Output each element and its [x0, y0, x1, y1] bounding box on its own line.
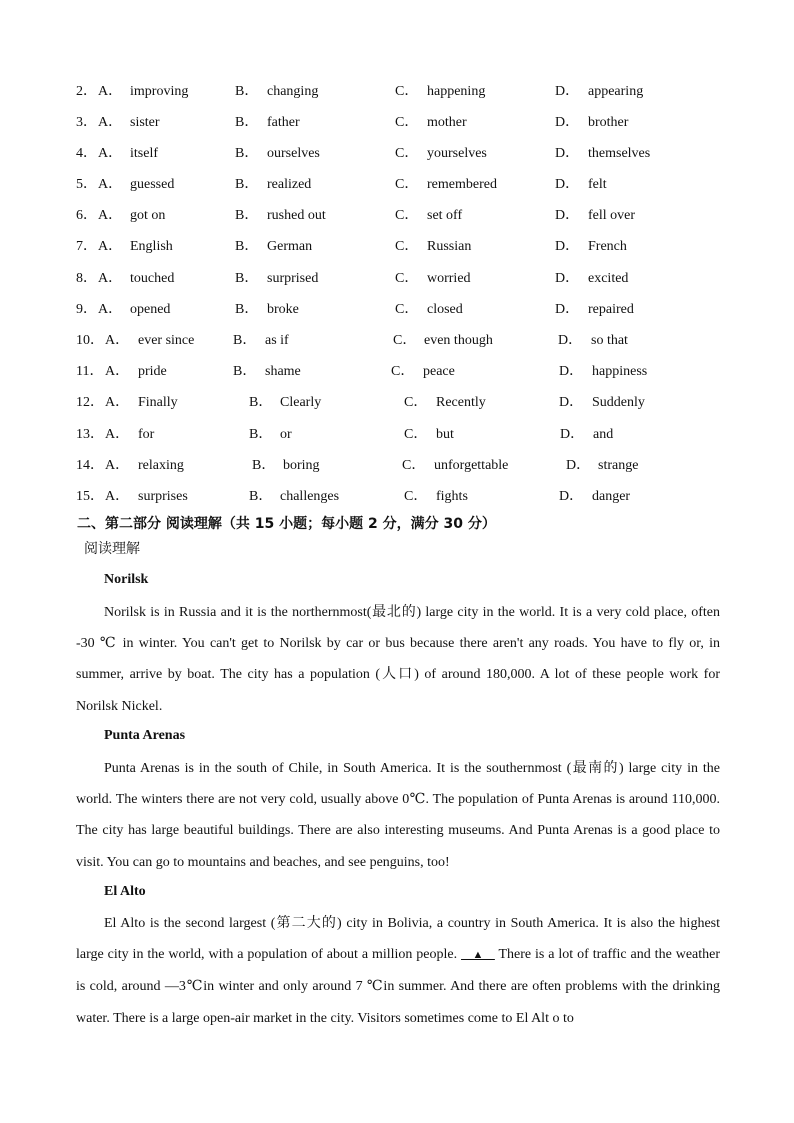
- question-row: [0, 300, 794, 320]
- option-b-letter: B．: [235, 177, 259, 192]
- question-row: [0, 362, 794, 382]
- option-b-text: German: [267, 239, 313, 254]
- question-row: [0, 113, 794, 133]
- option-c-letter: C．: [395, 302, 419, 317]
- option-d-text: danger: [592, 489, 631, 504]
- option-b-letter: B．: [235, 302, 259, 317]
- question-number: 3．: [76, 115, 97, 130]
- question-number: 14．: [76, 458, 104, 473]
- option-a-text: relaxing: [138, 458, 184, 473]
- question-number: 2．: [76, 84, 97, 99]
- option-b-letter: B．: [249, 395, 273, 410]
- option-a-text: got on: [130, 208, 166, 223]
- option-c-letter: C．: [395, 146, 419, 161]
- option-c-letter: C．: [395, 177, 419, 192]
- option-a-letter: A．: [105, 333, 130, 348]
- option-b-letter: B．: [235, 271, 259, 286]
- question-number: 7．: [76, 239, 97, 254]
- passage-title-punta-arenas: Punta Arenas: [104, 728, 186, 743]
- option-b-text: shame: [265, 364, 301, 379]
- question-row: [0, 206, 794, 226]
- option-a-text: opened: [130, 302, 171, 317]
- question-row: [0, 456, 794, 476]
- option-d-text: brother: [588, 115, 629, 130]
- option-b-text: realized: [267, 177, 312, 192]
- option-b-text: changing: [267, 84, 319, 99]
- option-d-letter: D．: [559, 489, 584, 504]
- question-number: 10．: [76, 333, 104, 348]
- question-number: 12．: [76, 395, 104, 410]
- question-row: [0, 144, 794, 164]
- option-c-letter: C．: [402, 458, 426, 473]
- question-number: 6．: [76, 208, 97, 223]
- option-c-letter: C．: [395, 239, 419, 254]
- option-c-text: closed: [427, 302, 463, 317]
- option-a-letter: A．: [98, 239, 123, 254]
- option-d-letter: D．: [555, 208, 580, 223]
- option-c-letter: C．: [395, 271, 419, 286]
- option-c-letter: C．: [395, 208, 419, 223]
- passage-title-el-alto: El Alto: [104, 884, 146, 899]
- option-c-letter: C．: [391, 364, 415, 379]
- option-d-text: Suddenly: [592, 395, 645, 410]
- option-d-letter: D．: [555, 84, 580, 99]
- question-row: [0, 331, 794, 351]
- option-a-text: guessed: [130, 177, 175, 192]
- option-a-text: Finally: [138, 395, 178, 410]
- option-a-text: improving: [130, 84, 189, 99]
- option-a-text: for: [138, 427, 155, 442]
- option-d-letter: D．: [555, 115, 580, 130]
- option-d-letter: D．: [559, 364, 584, 379]
- option-a-letter: A．: [98, 208, 123, 223]
- option-d-letter: D．: [559, 395, 584, 410]
- option-b-text: broke: [267, 302, 299, 317]
- option-a-letter: A．: [105, 364, 130, 379]
- option-d-text: repaired: [588, 302, 634, 317]
- option-d-letter: D．: [566, 458, 591, 473]
- blank-marker: __▲__: [461, 949, 495, 962]
- option-a-letter: A．: [105, 458, 130, 473]
- option-b-text: Clearly: [280, 395, 322, 410]
- option-b-text: rushed out: [267, 208, 326, 223]
- option-c-text: Russian: [427, 239, 472, 254]
- option-c-text: happening: [427, 84, 486, 99]
- option-a-text: surprises: [138, 489, 188, 504]
- option-c-text: unforgettable: [434, 458, 509, 473]
- option-b-letter: B．: [249, 427, 273, 442]
- question-row: [0, 175, 794, 195]
- option-c-letter: C．: [395, 84, 419, 99]
- option-d-letter: D．: [555, 146, 580, 161]
- option-a-letter: A．: [98, 271, 123, 286]
- option-c-letter: C．: [404, 395, 428, 410]
- option-a-letter: A．: [98, 115, 123, 130]
- option-a-letter: A．: [98, 302, 123, 317]
- option-a-text: English: [130, 239, 173, 254]
- option-d-letter: D．: [555, 271, 580, 286]
- option-a-text: touched: [130, 271, 175, 286]
- option-c-text: yourselves: [427, 146, 487, 161]
- option-c-letter: C．: [404, 489, 428, 504]
- option-c-text: Recently: [436, 395, 486, 410]
- option-d-text: so that: [591, 333, 628, 348]
- option-d-text: themselves: [588, 146, 651, 161]
- question-number: 8．: [76, 271, 97, 286]
- option-d-text: happiness: [592, 364, 648, 379]
- option-c-text: worried: [427, 271, 471, 286]
- option-a-text: pride: [138, 364, 167, 379]
- question-number: 4．: [76, 146, 97, 161]
- option-b-letter: B．: [235, 146, 259, 161]
- question-row: [0, 487, 794, 507]
- question-row: [0, 393, 794, 413]
- option-b-text: ourselves: [267, 146, 320, 161]
- option-b-letter: B．: [249, 489, 273, 504]
- option-c-letter: C．: [395, 115, 419, 130]
- option-c-text: peace: [423, 364, 455, 379]
- option-c-letter: C．: [393, 333, 417, 348]
- option-a-letter: A．: [105, 395, 130, 410]
- question-number: 9．: [76, 302, 97, 317]
- option-b-letter: B．: [235, 239, 259, 254]
- option-b-letter: B．: [235, 84, 259, 99]
- option-c-text: even though: [424, 333, 493, 348]
- option-c-text: fights: [436, 489, 468, 504]
- option-c-text: but: [436, 427, 454, 442]
- option-d-letter: D．: [555, 302, 580, 317]
- option-a-letter: A．: [105, 489, 130, 504]
- option-a-letter: A．: [98, 84, 123, 99]
- option-b-letter: B．: [235, 208, 259, 223]
- option-a-letter: A．: [98, 146, 123, 161]
- question-number: 11．: [76, 364, 104, 379]
- passage-text-el-alto: [76, 908, 720, 1034]
- option-a-letter: A．: [105, 427, 130, 442]
- option-a-text: sister: [130, 115, 160, 130]
- question-number: 13．: [76, 427, 104, 442]
- question-row: [0, 425, 794, 445]
- option-c-text: remembered: [427, 177, 497, 192]
- option-b-text: as if: [265, 333, 289, 348]
- passage-text-punta-arenas: Punta Arenas is in the south of Chile, in South America. It is the southernmost (最南的) large city in the world. The winters there are not very cold, usually above 0℃. The population of Punta Arenas is around 110,000. The city has large beautiful buildings. There are also interesting museums. And Punta Arenas is a good place to visit. You can go to mountains and beaches, and see penguins, too!: [76, 761, 720, 870]
- option-b-letter: B．: [233, 333, 257, 348]
- option-d-letter: D．: [555, 239, 580, 254]
- option-d-text: felt: [588, 177, 607, 192]
- option-c-text: set off: [427, 208, 463, 223]
- option-c-letter: C．: [404, 427, 428, 442]
- option-d-text: excited: [588, 271, 629, 286]
- passage-text-norilsk: Norilsk is in Russia and it is the northernmost(最北的) large city in the world. It is a very cold place, often -30 ℃ in winter. You can't get to Norilsk by car or bus because there aren't any roads. You have to fly or, in summer, arrive by boat. The city has a population (人口) of around 180,000. A lot of these people work for Norilsk Nickel.: [76, 605, 720, 714]
- option-b-text: challenges: [280, 489, 340, 504]
- option-b-letter: B．: [252, 458, 276, 473]
- option-d-text: strange: [598, 458, 639, 473]
- option-a-letter: A．: [98, 177, 123, 192]
- question-row: [0, 82, 794, 102]
- question-row: [0, 237, 794, 257]
- option-b-text: father: [267, 115, 300, 130]
- option-b-letter: B．: [233, 364, 257, 379]
- question-number: 5．: [76, 177, 97, 192]
- option-c-text: mother: [427, 115, 467, 130]
- option-b-text: boring: [283, 458, 320, 473]
- option-d-letter: D．: [560, 427, 585, 442]
- passage-text-part: There is a lot of traffic and the weather is cold, around —3℃in winter and only around 7 ℃in summer. And there are often problems with the drinking water. There is a large open-air market in the city. Visitors sometimes come to El Alt o to: [76, 947, 721, 1026]
- question-row: [0, 269, 794, 289]
- section-subheading: 阅读理解: [84, 541, 140, 557]
- option-b-text: or: [280, 427, 292, 442]
- question-number: 15．: [76, 489, 104, 504]
- option-b-letter: B．: [235, 115, 259, 130]
- option-d-text: French: [588, 239, 627, 254]
- option-d-text: fell over: [588, 208, 636, 223]
- option-d-text: and: [593, 427, 614, 442]
- option-a-text: itself: [130, 146, 158, 161]
- option-d-text: appearing: [588, 84, 644, 99]
- passage-title-norilsk: Norilsk: [104, 572, 149, 587]
- passage-text-part: El Alto is the second largest (第二大的) city in Bolivia, a country in South America. It is also the highest large city in the world, with a population of about a million people.: [76, 916, 720, 963]
- section-heading: 二、第二部分 阅读理解（共 15 小题；每小题 2 分，满分 30 分）: [77, 516, 496, 532]
- option-b-text: surprised: [267, 271, 319, 286]
- option-d-letter: D．: [558, 333, 583, 348]
- option-a-text: ever since: [138, 333, 195, 348]
- option-d-letter: D．: [555, 177, 580, 192]
